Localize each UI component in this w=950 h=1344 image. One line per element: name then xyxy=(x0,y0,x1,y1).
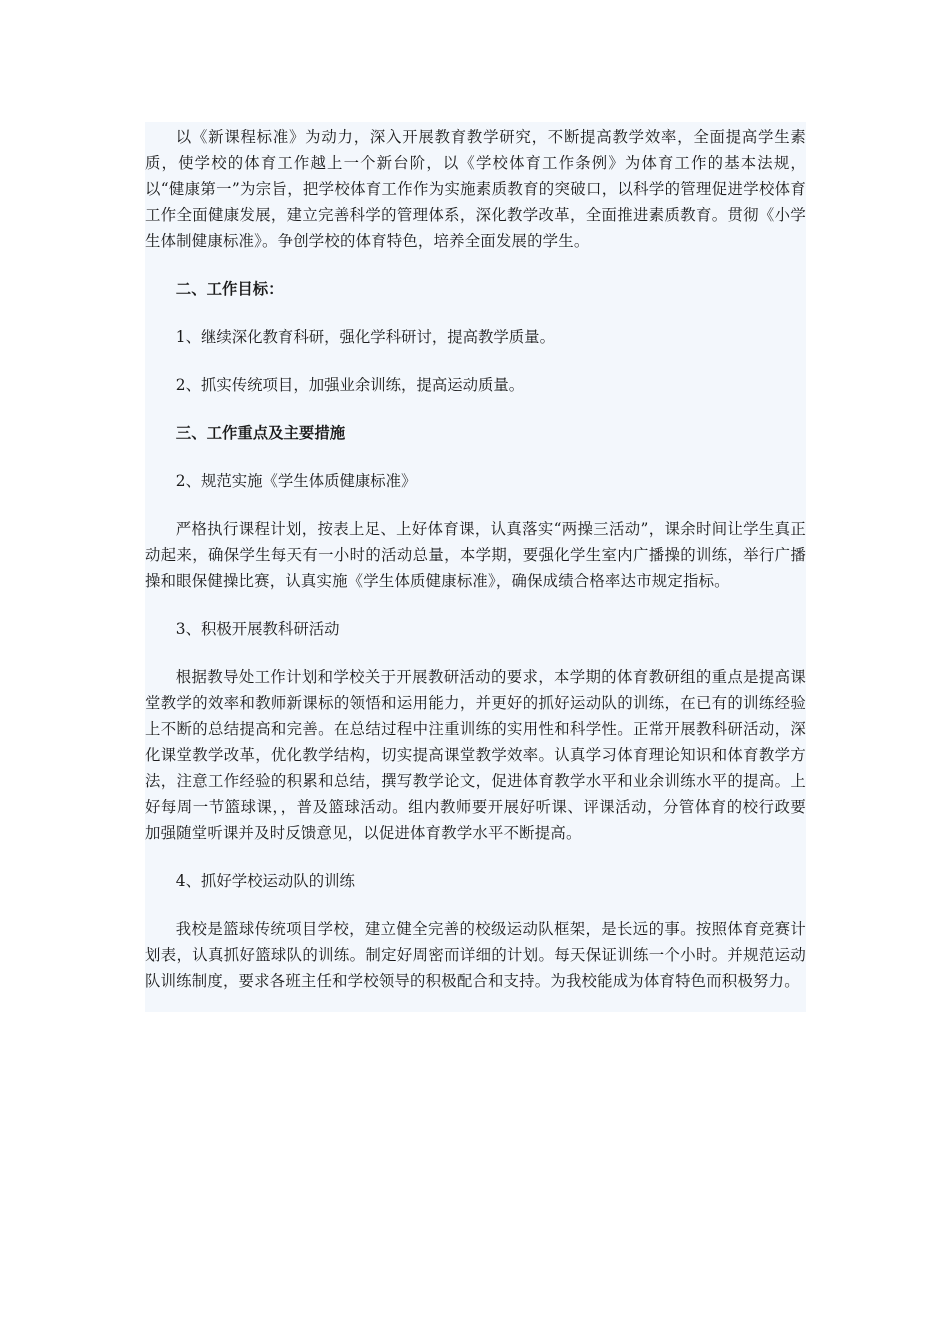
document-body xyxy=(145,122,806,1012)
goal-item-1: 1、继续深化教育科研，强化学科研讨，提高教学质量。 xyxy=(175,328,555,346)
measure-2-paragraph: 严格执行课程计划，按表上足、上好体育课，认真落实“两操三活动”，课余时间让学生真正动起来，确保学生每天有一小时的活动总量，本学期，要强化学生室内广播操的训练，举行广播操和眼保健操比赛，认真实施《学生体质健康标准》，确保成绩合格率达市规定指标。 xyxy=(145,520,806,590)
intro-paragraph: 以《新课程标准》为动力，深入开展教育教学研究，不断提高教学效率，全面提高学生素质，使学校的体育工作越上一个新台阶，以《学校体育工作条例》为体育工作的基本法规，以“健康第一”为宗旨，把学校体育工作作为实施素质教育的突破口，以科学的管理促进学校体育工作全面健康发展，建立完善科学的管理体系，深化教学改革，全面推进素质教育。贯彻《小学生体制健康标准》。争创学校的体育特色，培养全面发展的学生。 xyxy=(145,128,806,250)
section-heading-measures: 三、工作重点及主要措施 xyxy=(175,424,346,442)
goal-item-2: 2、抓实传统项目，加强业余训练，提高运动质量。 xyxy=(175,376,525,394)
measure-3-title: 3、积极开展教科研活动 xyxy=(175,620,340,638)
measure-4-paragraph: 我校是篮球传统项目学校，建立健全完善的校级运动队框架，是长远的事。按照体育竞赛计划表，认真抓好篮球队的训练。制定好周密而详细的计划。每天保证训练一个小时。并规范运动队训练制度，要求各班主任和学校领导的积极配合和支持。为我校能成为体育特色而积极努力。 xyxy=(145,920,806,990)
section-heading-goals: 二、工作目标： xyxy=(175,280,284,298)
measure-4-title: 4、抓好学校运动队的训练 xyxy=(175,872,355,890)
measure-2-title: 2、规范实施《学生体质健康标准》 xyxy=(175,472,417,490)
measure-3-paragraph: 根据教导处工作计划和学校关于开展教研活动的要求，本学期的体育教研组的重点是提高课堂教学的效率和教师新课标的领悟和运用能力，并更好的抓好运动队的训练，在已有的训练经验上不断的总结提高和完善。在总结过程中注重训练的实用性和科学性。正常开展教科研活动，深化课堂教学改革，优化教学结构，切实提高课堂教学效率。认真学习体育理论知识和体育教学方法，注意工作经验的积累和总结，撰写教学论文，促进体育教学水平和业余训练水平的提高。上好每周一节篮球课，，普及篮球活动。组内教师要开展好听课、评课活动，分管体育的校行政要加强随堂听课并及时反馈意见，以促进体育教学水平不断提高。 xyxy=(145,668,806,842)
